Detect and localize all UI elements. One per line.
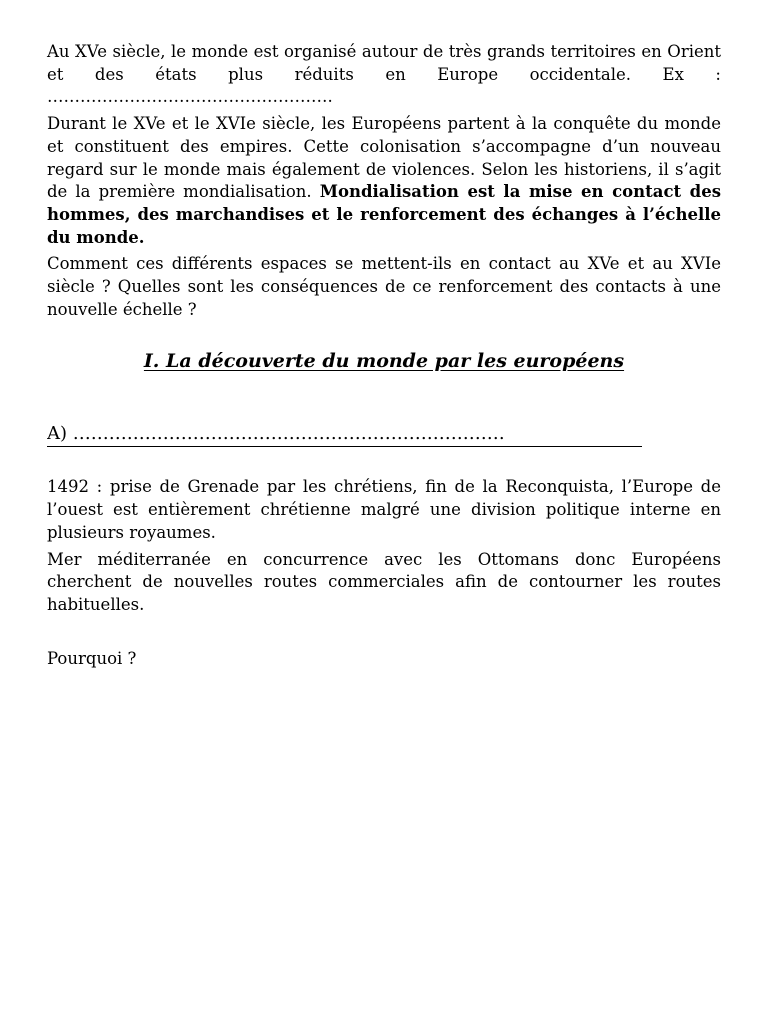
context-paragraph (47, 113, 721, 249)
context-text: Durant le XVe et le XVIe siècle, les Européens partent à la conquête du monde et constituent des empires. Cette colonisation s’accompagne d’un nouveau regard sur le monde mais également de violences. Selon les historiens, il s’agit de la première mondialisation. (47, 114, 721, 202)
mondialisation-definition: Mondialisation est la mise en contact des hommes, des marchandises et le renforcement des échanges à l’échelle du monde. (47, 182, 721, 247)
document-page (47, 41, 721, 670)
subsection-title: A) ……………………………………………………………… (47, 422, 642, 447)
pourquoi-question: Pourquoi ? (47, 648, 137, 668)
questions-paragraph: Comment ces différents espaces se mettent-ils en contact au XVe et au XVIe siècle ? Quelles sont les conséquences de ce renforcement des contacts à une nouvelle échelle ? (47, 254, 721, 319)
grenade-paragraph: 1492 : prise de Grenade par les chrétiens, fin de la Reconquista, l’Europe de l’ouest est entièrement chrétienne malgré une division politique interne en plusieurs royaumes. (47, 477, 721, 542)
mediterranee-paragraph: Mer méditerranée en concurrence avec les Ottomans donc Européens cherchent de nouvelles routes commerciales afin de contourner les routes habituelles. (47, 549, 721, 614)
intro-paragraph: Au XVe siècle, le monde est organisé autour de très grands territoires en Orient et des états plus réduits en Europe occidentale. Ex : ……………………………………………. (47, 42, 721, 107)
section-title: I. La découverte du monde par les européens (143, 350, 625, 373)
